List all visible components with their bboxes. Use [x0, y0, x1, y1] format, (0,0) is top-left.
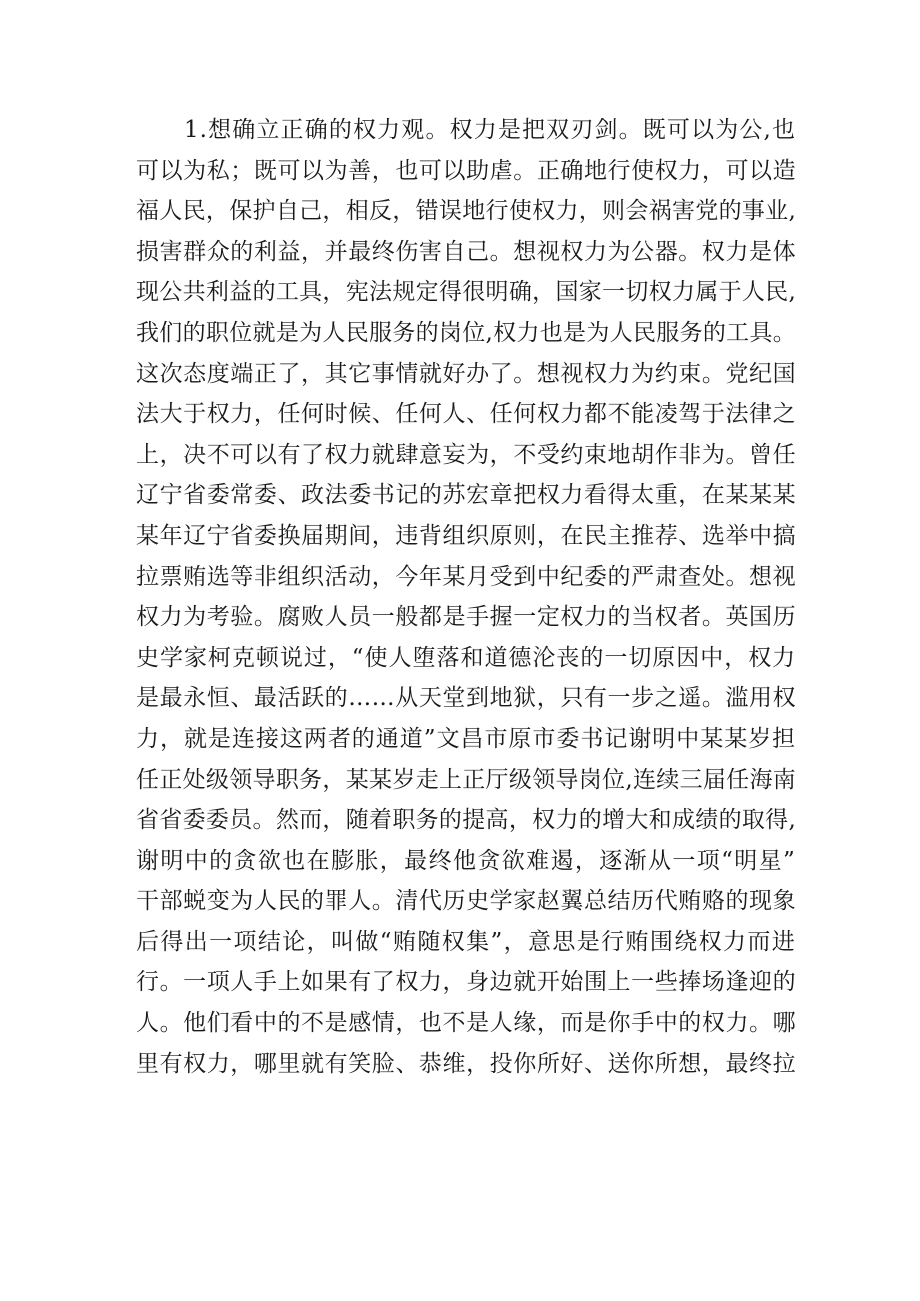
paragraph-line: 可以为私；既可以为善，也可以助虐。正确地行使权力，可以造 — [136, 157, 796, 184]
paragraph-line: 谢明中的贪欲也在膨胀，最终他贪欲难遏，逐渐从一项“明星” — [136, 847, 796, 874]
paragraph-line: 是最永恒、最活跃的……从天堂到地狱，只有一步之遥。滥用权 — [136, 685, 796, 712]
paragraph-line: 辽宁省委常委、政法委书记的苏宏章把权力看得太重，在某某某 — [136, 482, 796, 509]
paragraph-line: 后得出一项结论，叫做“贿随权集”，意思是行贿围绕权力而进 — [136, 928, 796, 955]
paragraph-line: 福人民，保护自己，相反，错误地行使权力，则会祸害党的事业, — [136, 198, 796, 225]
paragraph-line: 行。一项人手上如果有了权力，身边就开始围上一些捧场逢迎的 — [136, 969, 796, 996]
paragraph-line: 权力为考验。腐败人员一般都是手握一定权力的当权者。英国历 — [136, 604, 796, 631]
paragraph-line: 省省委委员。然而，随着职务的提高，权力的增大和成绩的取得, — [136, 807, 796, 834]
paragraph-line: 这次态度端正了，其它事情就好办了。想视权力为约束。党纪国 — [136, 360, 796, 387]
paragraph-line: 干部蜕变为人民的罪人。清代历史学家赵翼总结历代贿赂的现象 — [136, 888, 796, 915]
paragraph-line: 任正处级领导职务，某某岁走上正厅级领导岗位,连续三届任海南 — [136, 766, 796, 793]
paragraph-line: 损害群众的利益，并最终伤害自己。想视权力为公器。权力是体 — [136, 238, 796, 265]
paragraph-line: 某年辽宁省委换届期间，违背组织原则，在民主推荐、选举中搞 — [136, 522, 796, 549]
paragraph-line: 力，就是连接这两者的通道”文昌市原市委书记谢明中某某岁担 — [136, 725, 796, 752]
paragraph-line: 我们的职位就是为人民服务的岗位,权力也是为人民服务的工具。 — [136, 319, 796, 346]
body-paragraph — [136, 110, 796, 1084]
paragraph-line: 现公共利益的工具，宪法规定得很明确，国家一切权力属于人民, — [136, 279, 796, 306]
paragraph-line: 里有权力，哪里就有笑脸、恭维，投你所好、送你所想，最终拉 — [136, 1050, 796, 1077]
paragraph-line: 拉票贿选等非组织活动，今年某月受到中纪委的严肃查处。想视 — [136, 563, 796, 590]
paragraph-line: 上，决不可以有了权力就肆意妄为，不受约束地胡作非为。曾任 — [136, 441, 796, 468]
paragraph-line: 1.想确立正确的权力观。权力是把双刃剑。既可以为公,也 — [184, 117, 796, 143]
paragraph-line: 法大于权力，任何时候、任何人、任何权力都不能凌驾于法律之 — [136, 401, 796, 428]
paragraph-line: 人。他们看中的不是感情，也不是人缘，而是你手中的权力。哪 — [136, 1010, 796, 1037]
paragraph-line: 史学家柯克顿说过，“使人堕落和道德沦丧的一切原因中，权力 — [136, 644, 796, 671]
